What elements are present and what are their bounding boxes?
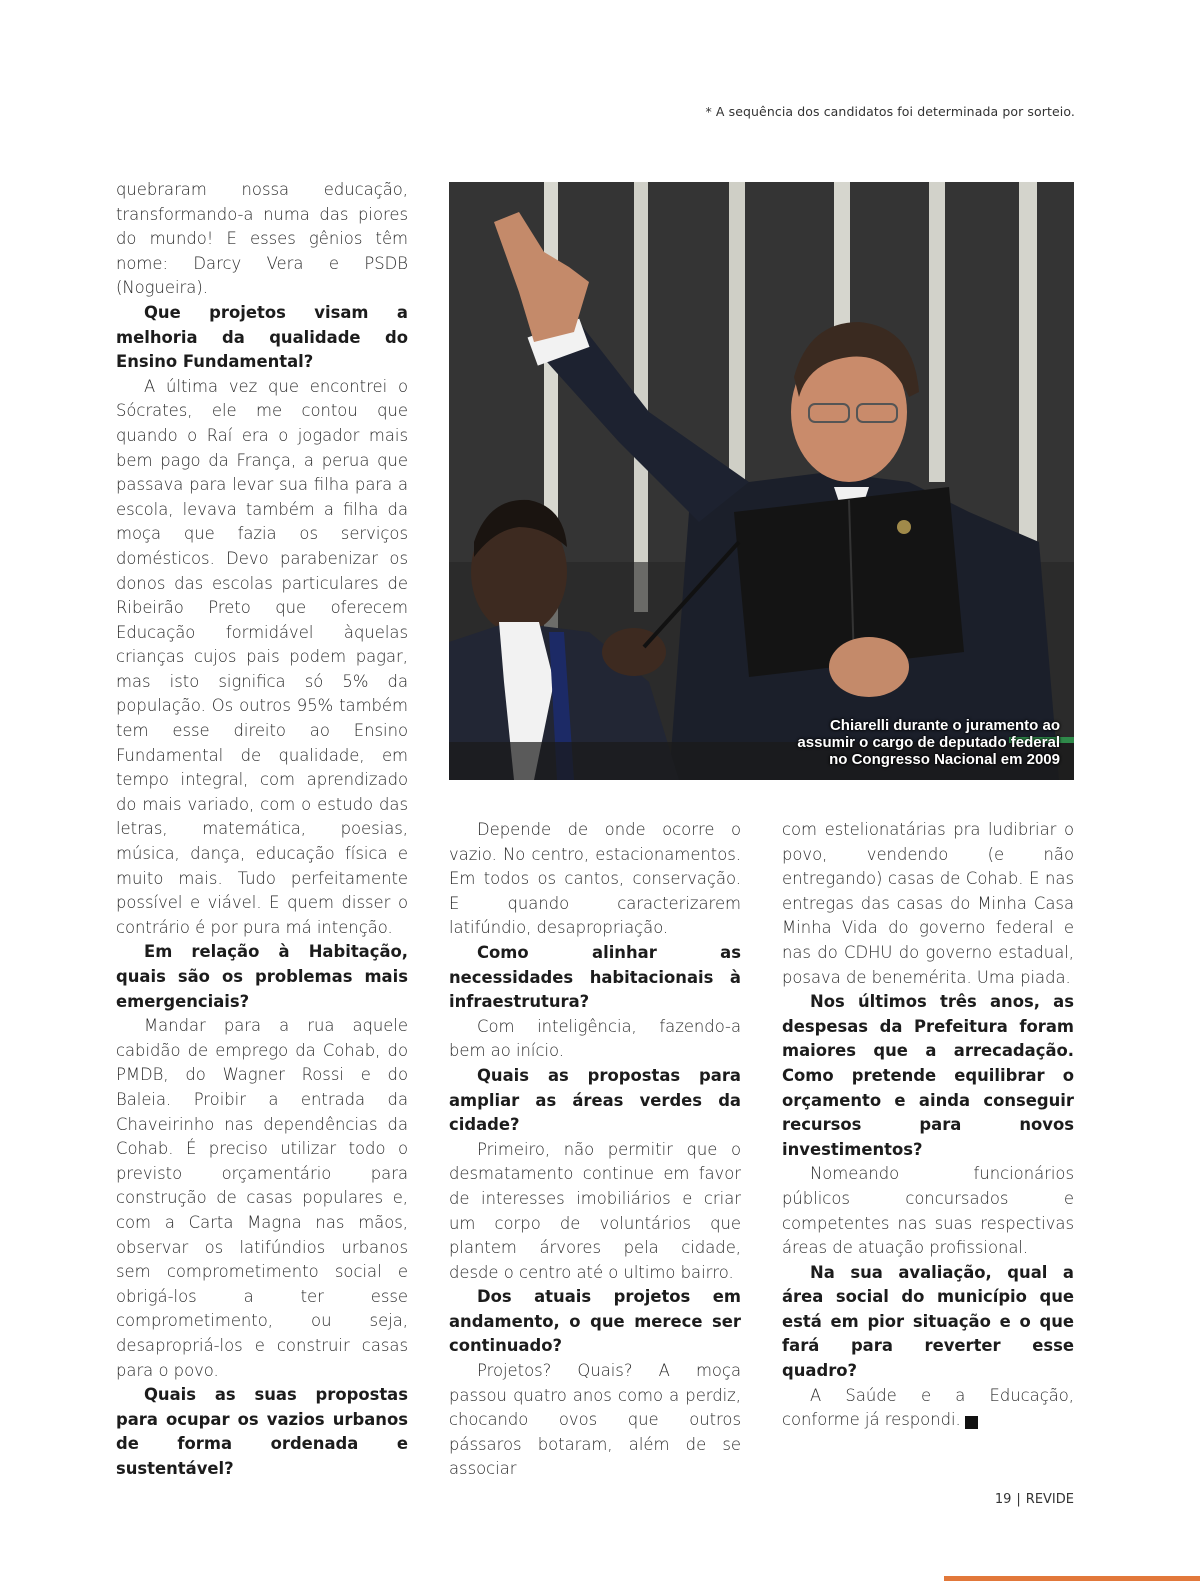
article-column-3 [782,818,1074,1433]
interview-question: Que projetos visam a melhoria da qualidade do Ensino Fundamental? [116,302,408,372]
interview-answer: Mandar para a rua aquele cabidão de emprego da Cohab, do PMDB, do Wagner Rossi e do Baleia. Proibir a entrada da Chaveirinho nas dependências da Cohab. É preciso utilizar todo o previsto orçamentário para construção de casas populares e, com a Carta Magna nas mãos, observar os latifúndios urbanos sem comprometimento social e obrigá-los a ter esse comprometimento, ou seja, desapropriá-los e construir casas para o povo. [116,1016,408,1380]
footer-accent-bar [944,1576,1200,1581]
photo-illustration [449,182,1074,780]
page-number: 19 [994,1492,1012,1507]
article-paragraph: com estelionatárias pra ludibriar o povo, vendendo (e não entregando) casas de Cohab. E nas entregas das casas do Minha Casa Minha Vida do governo federal e nas do CDHU do governo estadual, posava de benemérita. Uma piada. [782,820,1074,987]
interview-answer: Depende de onde ocorre o vazio. No centro, estacionamentos. Em todos os cantos, conservação. E quando caracterizarem latifúndio, desapropriação. [449,820,741,938]
footer-separator: | [1016,1492,1021,1507]
interview-answer: Projetos? Quais? A moça passou quatro anos como a perdiz, chocando ovos que outros pássaros botaram, além de se associar [449,1361,741,1479]
interview-question: Nos últimos três anos, as despesas da Prefeitura foram maiores que a arrecadação. Como pretende equilibrar o orçamento e ainda conseguir recursos para novos investimentos? [782,992,1074,1159]
end-of-article-mark: r [965,1416,978,1429]
photo-caption [797,717,1060,768]
magazine-name: REVIDE [1025,1492,1074,1507]
interview-answer: Com inteligência, fazendo-a bem ao início. [449,1016,741,1061]
interview-answer: A última vez que encontrei o Sócrates, ele me contou que quando o Raí era o jogador mais bem pago da França, a perua que passava para levar sua filha para a escola, levava também a filha da moça que fazia os serviços domésticos. Devo parabenizar os donos das escolas particulares de Ribeirão Preto que oferecem Educação formidável àquelas crianças cujos pais podem pagar, mas isto significa só 5% da população. Os outros 95% também tem esse direito ao Ensino Fundamental de qualidade, em tempo integral, com aprendizado do mais variado, com o estudo das letras, matemática, poesias, música, dança, educação física e muito mais. Tudo perfeitamente possível e viável. E quem disser o contrário é por pura má intenção. [116,376,408,937]
page-footer [995,1492,1074,1507]
article-column-1 [116,178,408,1481]
interview-question: Na sua avaliação, qual a área social do município que está em pior situação e o que fará para reverter esse quadro? [782,1262,1074,1381]
caption-line: no Congresso Nacional em 2009 [829,751,1060,768]
interview-answer: Nomeando funcionários públicos concursados e competentes nas suas respectivas áreas de atuação profissional. [782,1164,1074,1258]
interview-question: Em relação à Habitação, quais são os problemas mais emergenciais? [116,942,408,1011]
interview-question: Quais as suas propostas para ocupar os vazios urbanos de forma ordenada e sustentável? [116,1385,408,1478]
interview-answer [782,1384,1074,1433]
article-paragraph: quebraram nossa educação, transformando-a numa das piores do mundo! E esses gênios têm nome: Darcy Vera e PSDB (Nogueira). [116,180,408,298]
interview-question: Quais as propostas para ampliar as áreas verdes da cidade? [449,1065,741,1135]
caption-line: Chiarelli durante o juramento ao [829,717,1060,734]
draw-order-note: * A sequência dos candidatos foi determinada por sorteio. [705,104,1075,119]
final-answer-text: A Saúde e a Educação, conforme já respondi. [782,1385,1074,1430]
article-column-2 [449,818,741,1482]
interview-question: Dos atuais projetos em andamento, o que merece ser continuado? [449,1287,741,1356]
interview-answer: Primeiro, não permitir que o desmatamento continue em favor de interesses imobiliários e criar um corpo de voluntários que plantem árvores pela cidade, desde o centro até o ultimo bairro. [449,1139,741,1282]
interview-question: Como alinhar as necessidades habitacionais à infraestrutura? [449,942,741,1012]
article-photo [449,182,1074,780]
caption-line: assumir o cargo de deputado federal [797,734,1060,751]
